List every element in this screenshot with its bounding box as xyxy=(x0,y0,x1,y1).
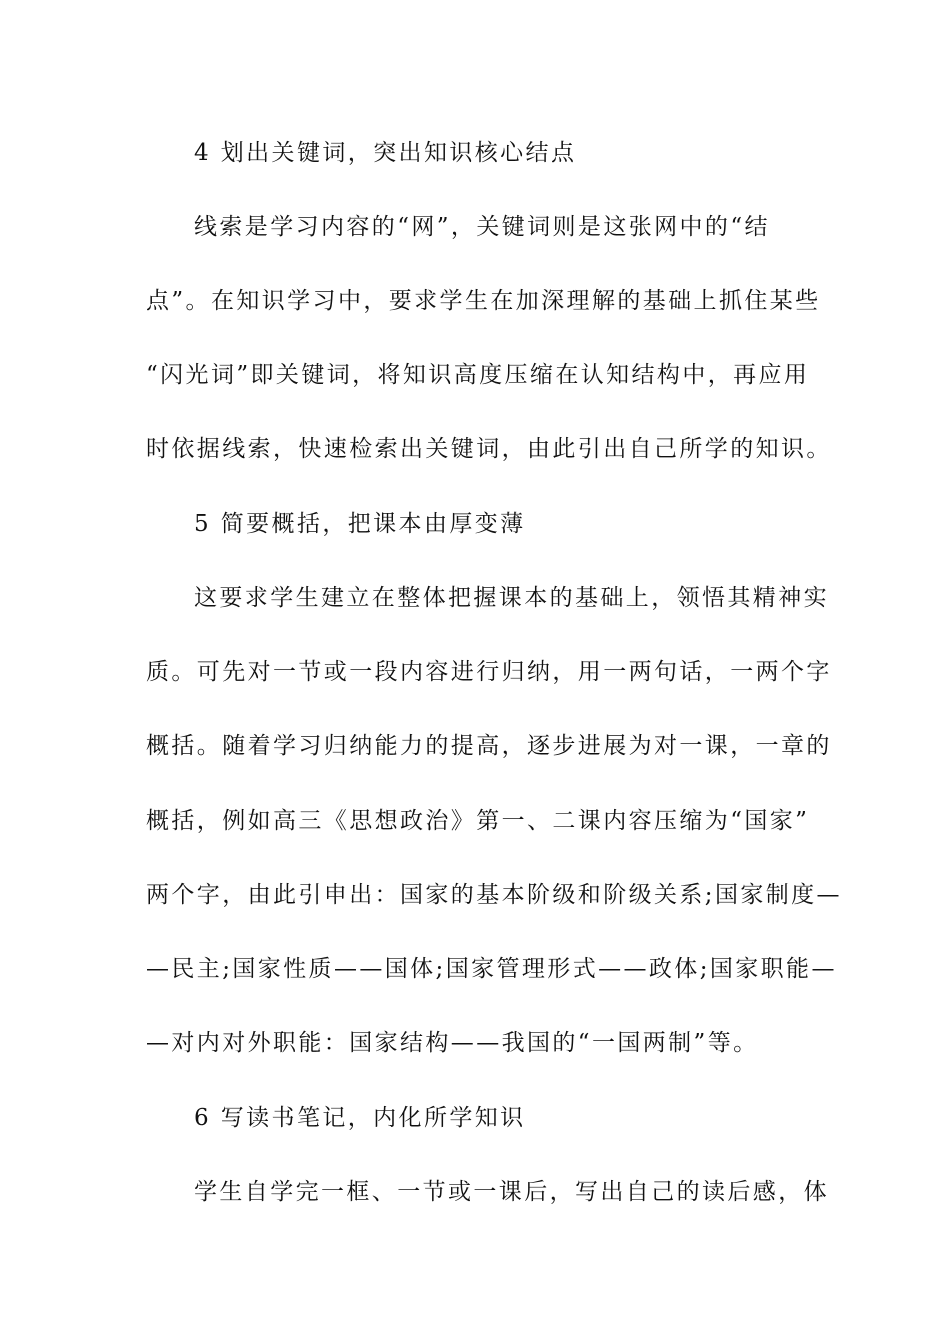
section-heading: 6 写读书笔记，内化所学知识 xyxy=(194,1105,526,1131)
section-heading: 5 简要概括，把课本由厚变薄 xyxy=(194,511,526,537)
paragraph-line: 时依据线索，快速检索出关键词，由此引出自己所学的知识。 xyxy=(146,436,832,462)
paragraph-line: 学生自学完一框、一节或一课后，写出自己的读后感，体 xyxy=(194,1179,829,1205)
paragraph-line: —民主;国家性质——国体;国家管理形式——政体;国家职能— xyxy=(146,956,837,982)
paragraph-line: 质。可先对一节或一段内容进行归纳，用一两句话，一两个字 xyxy=(146,659,832,685)
section-heading: 4 划出关键词，突出知识核心结点 xyxy=(194,140,577,166)
paragraph-line: 点”。在知识学习中，要求学生在加深理解的基础上抓住某些 xyxy=(146,288,821,314)
paragraph-line: 这要求学生建立在整体把握课本的基础上，领悟其精神实 xyxy=(194,585,829,611)
paragraph-line: 概括，例如高三《思想政治》第一、二课内容压缩为“国家” xyxy=(146,808,810,834)
paragraph-line: —对内对外职能：国家结构——我国的“一国两制”等。 xyxy=(146,1030,759,1056)
paragraph-line: 两个字，由此引申出：国家的基本阶级和阶级关系;国家制度— xyxy=(146,882,842,908)
paragraph-line: 线索是学习内容的“网”，关键词则是这张网中的“结 xyxy=(194,214,770,240)
paragraph-line: 概括。随着学习归纳能力的提高，逐步进展为对一课，一章的 xyxy=(146,733,832,759)
paragraph-line: “闪光词”即关键词，将知识高度压缩在认知结构中，再应用 xyxy=(146,362,810,388)
